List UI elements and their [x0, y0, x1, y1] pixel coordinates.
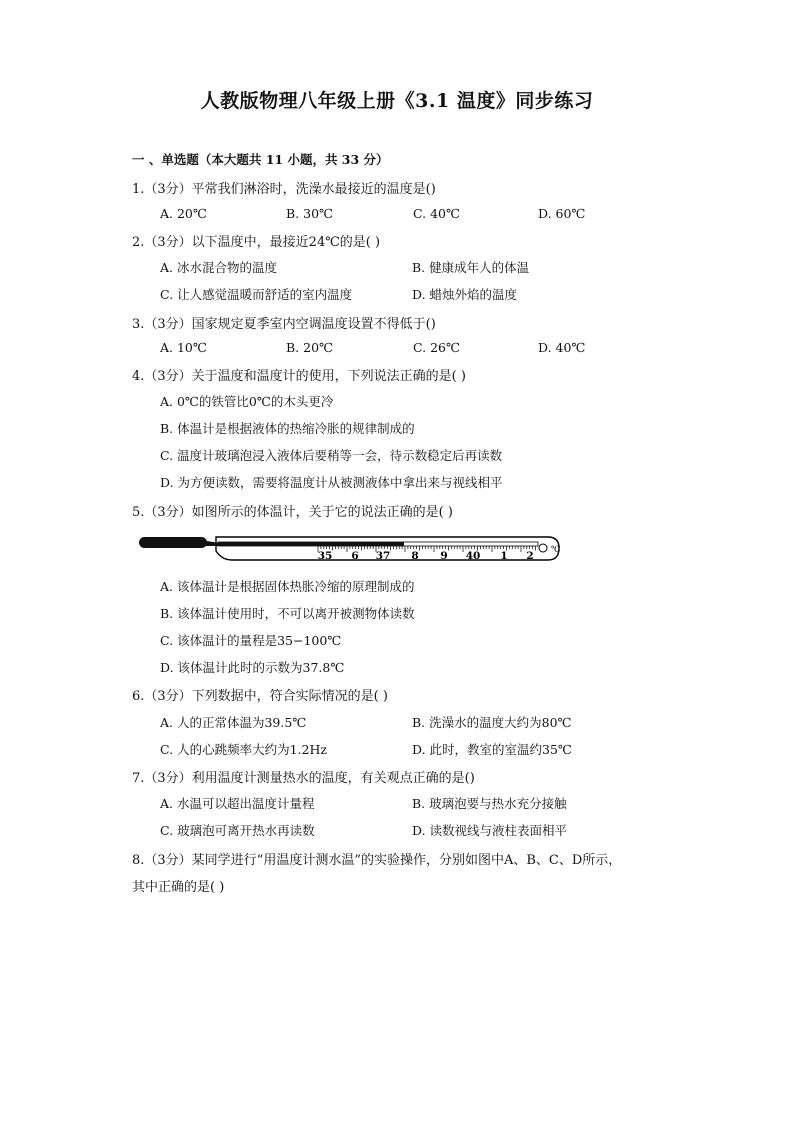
q7-option-a: A. 水温可以超出温度计量程	[160, 796, 315, 811]
q6-option-a: A. 人的正常体温为39.5℃	[160, 715, 307, 730]
mercury-column	[218, 542, 404, 546]
scale-label-37: 37	[375, 550, 391, 562]
scale-label-42: 2	[526, 550, 534, 562]
q1-option-c: C. 40℃	[413, 206, 460, 221]
q3-option-b: B. 20℃	[286, 340, 334, 355]
question-3-stem: 3.（3分）国家规定夏季室内空调温度设置不得低于()	[132, 317, 436, 332]
q2-option-a: A. 冰水混合物的温度	[160, 260, 277, 275]
question-8-stem: 8.（3分）某同学进行“用温度计测水温”的实验操作，分别如图中A、B、C、D所示，	[132, 853, 622, 868]
q4-option-c: C. 温度计玻璃泡浸入液体后要稍等一会，待示数稳定后再读数	[160, 448, 503, 463]
question-4-stem: 4.（3分）关于温度和温度计的使用，下列说法正确的是( )	[132, 369, 466, 384]
q3-option-a: A. 10℃	[160, 340, 207, 355]
question-2-stem: 2.（3分）以下温度中，最接近24℃的是( )	[132, 235, 381, 250]
thermometer-end-circle	[539, 544, 547, 552]
q7-option-b: B. 玻璃泡要与热水充分接触	[412, 796, 567, 811]
q7-option-c: C. 玻璃泡可离开热水再读数	[160, 823, 315, 838]
q1-option-d: D. 60℃	[538, 206, 586, 221]
q4-option-b: B. 体温计是根据液体的热缩冷胀的规律制成的	[160, 421, 415, 436]
scale-label-41: 1	[500, 550, 508, 562]
q2-option-b: B. 健康成年人的体温	[412, 260, 530, 275]
q5-option-d: D. 该体温计此时的示数为37.8℃	[160, 660, 345, 675]
section-heading: 一 、单选题（本大题共 11 小题，共 33 分）	[132, 152, 389, 167]
question-7-stem: 7.（3分）利用温度计测量热水的温度，有关观点正确的是()	[132, 771, 475, 786]
scale-label-39: 9	[440, 550, 448, 562]
q5-option-b: B. 该体温计使用时，不可以离开被测物体读数	[160, 606, 415, 621]
thermometer-figure	[138, 527, 562, 565]
question-8-stem-continued: 其中正确的是( )	[132, 880, 225, 895]
scale-label-40: 40	[465, 550, 481, 562]
q6-option-b: B. 洗澡水的温度大约为80℃	[412, 715, 572, 730]
question-6-stem: 6.（3分）下列数据中，符合实际情况的是( )	[132, 689, 388, 704]
scale-label-38: 8	[411, 550, 419, 562]
q4-option-d: D. 为方便读数，需要将温度计从被测液体中拿出来与视线相平	[160, 475, 503, 490]
thermometer-unit: ℃	[551, 545, 561, 555]
q2-option-d: D. 蜡烛外焰的温度	[412, 287, 518, 302]
q6-option-d: D. 此时，教室的室温约35℃	[412, 742, 572, 757]
q6-option-c: C. 人的心跳频率大约为1.2Hz	[160, 742, 327, 757]
q7-option-d: D. 读数视线与液柱表面相平	[412, 823, 568, 838]
q5-option-c: C. 该体温计的量程是35−100℃	[160, 633, 342, 648]
scale-label-35: 35	[317, 550, 333, 562]
question-1-stem: 1.（3分）平常我们淋浴时，洗澡水最接近的温度是()	[132, 182, 436, 197]
q2-option-c: C. 让人感觉温暖而舒适的室内温度	[160, 287, 353, 302]
q3-option-c: C. 26℃	[413, 340, 460, 355]
thermometer-bulb	[139, 537, 207, 548]
q4-option-a: A. 0℃的铁管比0℃的木头更冷	[160, 394, 334, 409]
page-title: 人教版物理八年级上册《3.1 温度》同步练习	[200, 90, 594, 112]
q1-option-a: A. 20℃	[160, 206, 207, 221]
q5-option-a: A. 该体温计是根据固体热胀冷缩的原理制成的	[160, 579, 415, 594]
q1-option-b: B. 30℃	[286, 206, 334, 221]
q3-option-d: D. 40℃	[538, 340, 586, 355]
question-5-stem: 5.（3分）如图所示的体温计，关于它的说法正确的是( )	[132, 505, 453, 520]
scale-label-36: 6	[351, 550, 359, 562]
